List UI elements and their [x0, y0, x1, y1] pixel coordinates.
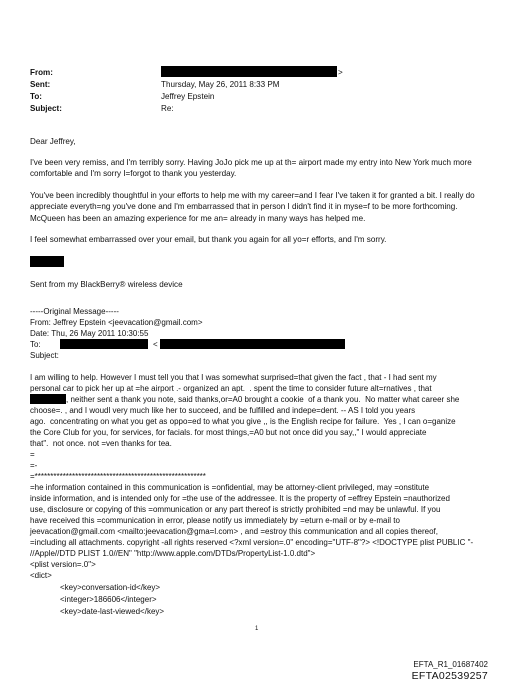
redaction-bar — [30, 256, 64, 267]
plist-line: <plist version=.0"> — [30, 560, 96, 569]
original-line: the Core Club for you, for services, for facials. for most things,=A0 but not once did you say,," I would appreciate — [30, 428, 427, 437]
subject-value: Re: — [161, 104, 174, 113]
from-tail: > — [338, 68, 343, 77]
sent-label: Sent: — [30, 80, 51, 89]
original-divider: -----Original Message----- — [30, 307, 119, 316]
to-value: Jeffrey Epstein — [161, 92, 215, 101]
notice-line: jeevacation@gmail.com <mailto:jeevacation@gma=l.com> , and =estroy this communication and all copies thereof, — [30, 527, 439, 536]
paragraph-3: I feel somewhat embarrassed over your email, but thank you again for all yo=r efforts, and I'm sorry. — [30, 235, 387, 244]
key-line: <key>date-last-viewed</key> — [60, 607, 165, 616]
original-line: choose=. , and I woudl very much like her to succeed, and be fulfilled and indepe=dent. -- AS I told you years — [30, 406, 416, 415]
redaction-bar — [161, 66, 337, 77]
original-line: personal car to pick her up at =he airport .- organized an apt. . spent the time to consider future alt=rnatives , that — [30, 384, 432, 393]
from-label: From: — [30, 68, 53, 77]
sent-value: Thursday, May 26, 2011 8:33 PM — [161, 80, 280, 89]
original-to-lt: < — [153, 340, 158, 349]
greeting: Dear Jeffrey, — [30, 137, 76, 146]
notice-line: inside information, and is intended only for =the use of the addressee. It is the property of =effrey Epstein =nauthorized — [30, 494, 450, 503]
original-line: , neither sent a thank you note, said thanks,or=A0 brought a cookie of a thank you. No matter what career she — [66, 395, 460, 404]
paragraph-2: You've been incredibly thoughtful in your efforts to help me with my career=and I fear I've taken it for granted a bit. I really do appreciate everyth=ng you've done and I'm embarrassed that in person I didn't find it in myse=f to be more forthcoming. McQueen has been an amazing experience for me an= already in many ways has helped me. — [30, 191, 477, 223]
notice-line: //Apple//DTD PLIST 1.0//EN" "http://www.apple.com/DTDs/PropertyList-1.0.dtd"> — [30, 549, 316, 558]
original-from: From: Jeffrey Epstein <jeevacation@gmail.com> — [30, 318, 203, 327]
original-line: that". not once. not =ven thanks for tea. — [30, 439, 172, 448]
original-line: I am willing to help. However I must tell you that I was somewhat surprised=that given the fact , that - I had sent my — [30, 373, 437, 382]
to-label: To: — [30, 92, 42, 101]
equals-line: =- — [30, 461, 38, 470]
notice-line: use, disclosure or copying of this =ommunication or any part thereof is strictly prohibited =nd may be unlawful. If you — [30, 505, 441, 514]
key-line: <key>conversation-id</key> — [60, 583, 161, 592]
stars-line: =******************************************************* — [30, 472, 206, 481]
key-line: <integer>186606</integer> — [60, 595, 157, 604]
original-line: ago. concentrating on what you get as oppo=ed to what you give ,, is the English recipe for failure. Yes , I can o=ganize — [30, 417, 456, 426]
footer-ref-2: EFTA02539257 — [411, 670, 488, 682]
redaction-bar — [60, 339, 148, 349]
notice-line: =including all attachments. copyright -all rights reserved <?xml version=.0" encoding="UTF-8"?> <!DOCTYPE plist PUBLIC "- — [30, 538, 474, 547]
original-date: Date: Thu, 26 May 2011 10:30:55 — [30, 329, 149, 338]
footer-ref-1: EFTA_R1_01687402 — [413, 660, 488, 669]
sent-from-signature: Sent from my BlackBerry® wireless device — [30, 280, 183, 289]
dict-line: <dict> — [30, 571, 52, 580]
original-subject-label: Subject: — [30, 351, 59, 360]
page-number: 1 — [255, 626, 259, 632]
paragraph-1: I've been very remiss, and I'm terribly sorry. Having JoJo pick me up at th= airport made my entry into New York much more comfortable and I'm sorry I=forgot to thank you yesterday. — [30, 158, 474, 179]
original-to-label: To: — [30, 340, 41, 349]
redaction-bar — [160, 339, 345, 349]
notice-line: =he information contained in this communication is =onfidential, may be attorney-client privileged, may =onstitute — [30, 483, 430, 492]
redaction-bar — [30, 394, 66, 404]
subject-label: Subject: — [30, 104, 62, 113]
notice-line: have received this =communication in error, please notify us immediately by =eturn e-mail or by e-mail to — [30, 516, 400, 525]
equals-line: = — [30, 450, 35, 459]
